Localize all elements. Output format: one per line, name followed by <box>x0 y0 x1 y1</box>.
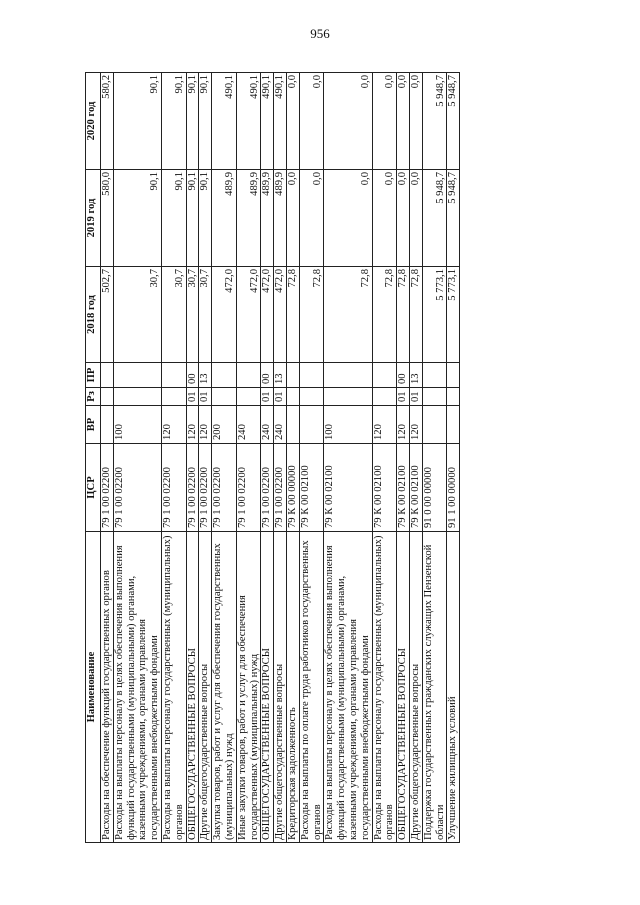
table-body <box>101 73 460 843</box>
cell-rz: 01 <box>186 388 199 406</box>
cell-2018: 72,8 <box>324 267 372 363</box>
cell-pr: 13 <box>274 363 287 388</box>
cell-2019: 0,0 <box>409 170 422 267</box>
cell-2019: 489,9 <box>274 170 287 267</box>
page-number: 956 <box>310 26 330 41</box>
cell-name: Расходы на выплаты персоналу в целях обеспечения выполнения функций государственными (муниципальными) органами, казенными учреждениями, органами управления государственными внебюджетными фондами <box>113 532 161 843</box>
header-name: Наименование <box>86 532 101 843</box>
header-pr: ПР <box>86 363 101 388</box>
cell-pr <box>422 363 447 388</box>
cell-tsr: 79 К 00 02100 <box>409 444 422 532</box>
cell-2020: 90,1 <box>186 73 199 170</box>
cell-2018: 30,7 <box>161 267 186 363</box>
cell-name: ОБЩЕГОСУДАРСТВЕННЫЕ ВОПРОСЫ <box>261 532 274 843</box>
cell-2020: 90,1 <box>199 73 212 170</box>
cell-vr: 120 <box>409 406 422 444</box>
cell-pr <box>372 363 397 388</box>
cell-name: Кредиторская задолженность <box>286 532 299 843</box>
cell-tsr: 79 К 00 02100 <box>299 444 324 532</box>
cell-tsr: 79 К 00 02100 <box>324 444 372 532</box>
cell-2020: 580,2 <box>101 73 114 170</box>
cell-tsr: 79 1 00 02200 <box>186 444 199 532</box>
table-row <box>199 73 212 843</box>
cell-vr: 120 <box>186 406 199 444</box>
cell-pr <box>113 363 161 388</box>
cell-tsr: 79 1 00 02200 <box>261 444 274 532</box>
cell-rz <box>447 388 460 406</box>
header-tsr: ЦСР <box>86 444 101 532</box>
cell-vr: 100 <box>113 406 161 444</box>
table-row <box>299 73 324 843</box>
table-row <box>372 73 397 843</box>
cell-rz: 01 <box>274 388 287 406</box>
cell-vr <box>299 406 324 444</box>
cell-pr <box>447 363 460 388</box>
cell-pr <box>299 363 324 388</box>
cell-name: ОБЩЕГОСУДАРСТВЕННЫЕ ВОПРОСЫ <box>186 532 199 843</box>
cell-name: Иные закупки товаров, работ и услуг для обеспечения государственных (муниципальных) нужд <box>236 532 261 843</box>
cell-rz <box>324 388 372 406</box>
cell-name: Поддержка государственных гражданских служащих Пензенской области <box>422 532 447 843</box>
table-row <box>422 73 447 843</box>
cell-2018: 472,0 <box>261 267 274 363</box>
cell-2020: 0,0 <box>409 73 422 170</box>
cell-2018: 30,7 <box>113 267 161 363</box>
table-row <box>236 73 261 843</box>
header-2020: 2020 год <box>86 73 101 170</box>
cell-2020: 490,1 <box>212 73 237 170</box>
cell-2019: 0,0 <box>286 170 299 267</box>
cell-vr: 120 <box>372 406 397 444</box>
cell-2018: 72,8 <box>409 267 422 363</box>
cell-name: Улучшение жилищных условий <box>447 532 460 843</box>
cell-2018: 472,0 <box>212 267 237 363</box>
cell-vr: 120 <box>199 406 212 444</box>
cell-tsr: 79 1 00 02200 <box>113 444 161 532</box>
budget-table <box>85 72 460 843</box>
cell-tsr: 79 К 00 00000 <box>286 444 299 532</box>
cell-2020: 0,0 <box>286 73 299 170</box>
cell-2019: 5 948,7 <box>447 170 460 267</box>
cell-2019: 90,1 <box>161 170 186 267</box>
table-row <box>286 73 299 843</box>
cell-2019: 90,1 <box>113 170 161 267</box>
cell-vr: 240 <box>236 406 261 444</box>
cell-2020: 0,0 <box>299 73 324 170</box>
cell-name: ОБЩЕГОСУДАРСТВЕННЫЕ ВОПРОСЫ <box>397 532 410 843</box>
cell-2020: 5 948,7 <box>447 73 460 170</box>
header-vr: ВР <box>86 406 101 444</box>
cell-2020: 0,0 <box>397 73 410 170</box>
cell-2018: 472,0 <box>236 267 261 363</box>
cell-2020: 490,1 <box>236 73 261 170</box>
cell-rz <box>113 388 161 406</box>
cell-vr: 240 <box>261 406 274 444</box>
cell-vr: 100 <box>324 406 372 444</box>
cell-pr: 00 <box>397 363 410 388</box>
cell-2019: 5 948,7 <box>422 170 447 267</box>
cell-pr: 00 <box>186 363 199 388</box>
cell-vr <box>422 406 447 444</box>
cell-2018: 502,7 <box>101 267 114 363</box>
table-row <box>261 73 274 843</box>
header-rz: Рз <box>86 388 101 406</box>
cell-2019: 489,9 <box>236 170 261 267</box>
cell-pr: 00 <box>261 363 274 388</box>
table-row <box>113 73 161 843</box>
cell-2019: 580,0 <box>101 170 114 267</box>
cell-vr: 120 <box>397 406 410 444</box>
cell-rz <box>161 388 186 406</box>
table-row <box>161 73 186 843</box>
cell-2018: 5 773,1 <box>447 267 460 363</box>
rotated-table-container <box>85 73 555 843</box>
table-header-row <box>86 73 101 843</box>
cell-2018: 72,8 <box>397 267 410 363</box>
cell-rz <box>212 388 237 406</box>
cell-pr <box>101 363 114 388</box>
cell-tsr: 91 1 00 00000 <box>447 444 460 532</box>
cell-name: Расходы на обеспечение функций государственных органов <box>101 532 114 843</box>
cell-2020: 490,1 <box>274 73 287 170</box>
cell-tsr: 79 1 00 02200 <box>161 444 186 532</box>
cell-2018: 472,0 <box>274 267 287 363</box>
cell-rz <box>299 388 324 406</box>
cell-2018: 30,7 <box>199 267 212 363</box>
cell-name: Другие общегосударственные вопросы <box>199 532 212 843</box>
cell-rz <box>372 388 397 406</box>
cell-rz <box>422 388 447 406</box>
cell-rz: 01 <box>397 388 410 406</box>
cell-2020: 5 948,7 <box>422 73 447 170</box>
cell-2019: 0,0 <box>324 170 372 267</box>
cell-2019: 90,1 <box>186 170 199 267</box>
cell-2018: 5 773,1 <box>422 267 447 363</box>
header-2019: 2019 год <box>86 170 101 267</box>
table-row <box>397 73 410 843</box>
table-row <box>212 73 237 843</box>
table-row <box>101 73 114 843</box>
cell-pr <box>161 363 186 388</box>
cell-rz: 01 <box>409 388 422 406</box>
cell-tsr: 79 К 00 02100 <box>397 444 410 532</box>
cell-2019: 489,9 <box>261 170 274 267</box>
cell-name: Расходы на выплаты по оплате труда работников государственных органов <box>299 532 324 843</box>
cell-pr <box>236 363 261 388</box>
cell-2020: 90,1 <box>161 73 186 170</box>
cell-2020: 90,1 <box>113 73 161 170</box>
table-row <box>409 73 422 843</box>
cell-vr: 240 <box>274 406 287 444</box>
cell-vr: 120 <box>161 406 186 444</box>
cell-2019: 489,9 <box>212 170 237 267</box>
cell-name: Другие общегосударственные вопросы <box>409 532 422 843</box>
cell-2020: 0,0 <box>372 73 397 170</box>
cell-rz <box>236 388 261 406</box>
cell-vr <box>286 406 299 444</box>
cell-rz: 01 <box>199 388 212 406</box>
cell-vr <box>101 406 114 444</box>
table-row <box>274 73 287 843</box>
cell-name: Другие общегосударственные вопросы <box>274 532 287 843</box>
cell-name: Расходы на выплаты персоналу государственных (муниципальных) органов <box>161 532 186 843</box>
table-row <box>447 73 460 843</box>
cell-tsr: 79 1 00 02200 <box>274 444 287 532</box>
table-row <box>186 73 199 843</box>
cell-2018: 72,8 <box>372 267 397 363</box>
cell-pr: 13 <box>199 363 212 388</box>
cell-name: Расходы на выплаты персоналу государственных (муниципальных) органов <box>372 532 397 843</box>
cell-pr <box>286 363 299 388</box>
cell-tsr: 91 0 00 00000 <box>422 444 447 532</box>
cell-pr: 13 <box>409 363 422 388</box>
cell-pr <box>212 363 237 388</box>
cell-2019: 0,0 <box>372 170 397 267</box>
cell-2020: 0,0 <box>324 73 372 170</box>
cell-tsr: 79 1 00 02200 <box>212 444 237 532</box>
header-2018: 2018 год <box>86 267 101 363</box>
cell-name: Закупка товаров, работ и услуг для обеспечения государственных (муниципальных) нужд <box>212 532 237 843</box>
cell-tsr: 79 К 00 02100 <box>372 444 397 532</box>
cell-2018: 30,7 <box>186 267 199 363</box>
cell-tsr: 79 1 00 02200 <box>101 444 114 532</box>
cell-rz: 01 <box>261 388 274 406</box>
cell-2018: 72,8 <box>299 267 324 363</box>
cell-2019: 90,1 <box>199 170 212 267</box>
cell-vr <box>447 406 460 444</box>
cell-2020: 490,1 <box>261 73 274 170</box>
cell-rz <box>286 388 299 406</box>
cell-tsr: 79 1 00 02200 <box>236 444 261 532</box>
cell-2019: 0,0 <box>397 170 410 267</box>
table-row <box>324 73 372 843</box>
cell-name: Расходы на выплаты персоналу в целях обеспечения выполнения функций государственными (муниципальными) органами, казенными учреждениями, органами управления государственными внебюджетными фондами <box>324 532 372 843</box>
cell-tsr: 79 1 00 02200 <box>199 444 212 532</box>
cell-vr: 200 <box>212 406 237 444</box>
cell-2019: 0,0 <box>299 170 324 267</box>
cell-pr <box>324 363 372 388</box>
cell-rz <box>101 388 114 406</box>
cell-2018: 72,8 <box>286 267 299 363</box>
